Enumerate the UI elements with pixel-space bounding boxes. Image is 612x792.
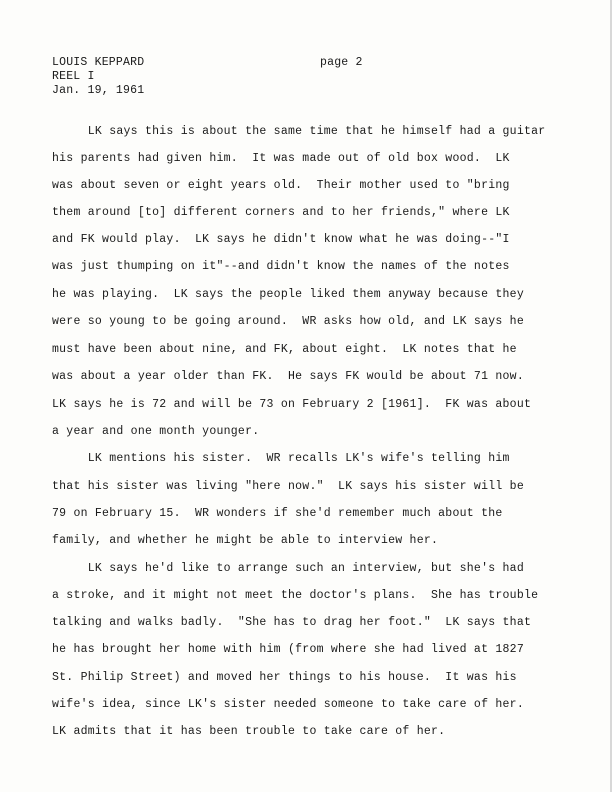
body-line: was about seven or eight years old. Their mother used to "bring (52, 179, 510, 192)
header-date: Jan. 19, 1961 (52, 84, 145, 97)
body-line: must have been about nine, and FK, about eight. LK notes that he (52, 343, 517, 356)
body-line: St. Philip Street) and moved her things to his house. It was his (52, 671, 517, 684)
header-reel: REEL I (52, 70, 95, 83)
body-line: LK admits that it has been trouble to take care of her. (52, 725, 446, 738)
body-line: and FK would play. LK says he didn't know what he was doing--"I (52, 233, 510, 246)
header-interviewee-name: LOUIS KEPPARD (52, 56, 145, 69)
body-line: a year and one month younger. (52, 425, 260, 438)
body-line: family, and whether he might be able to interview her. (52, 534, 439, 547)
body-line: that his sister was living "here now." LK says his sister will be (52, 480, 524, 493)
body-line: was just thumping on it"--and didn't know the names of the notes (52, 260, 510, 273)
body-line: LK mentions his sister. WR recalls LK's wife's telling him (52, 452, 510, 465)
body-line: he has brought her home with him (from where she had lived at 1827 (52, 643, 524, 656)
body-line: LK says this is about the same time that he himself had a guitar (52, 125, 546, 138)
body-line: them around [to] different corners and to her friends," where LK (52, 206, 510, 219)
header-page-number: page 2 (320, 56, 363, 69)
body-line: was about a year older than FK. He says FK would be about 71 now. (52, 370, 524, 383)
body-line: LK says he is 72 and will be 73 on February 2 [1961]. FK was about (52, 398, 532, 411)
body-line: a stroke, and it might not meet the doctor's plans. She has trouble (52, 589, 539, 602)
body-line: talking and walks badly. "She has to drag her foot." LK says that (52, 616, 532, 629)
body-line: LK says he'd like to arrange such an interview, but she's had (52, 562, 524, 575)
body-line: his parents had given him. It was made out of old box wood. LK (52, 152, 510, 165)
body-line: he was playing. LK says the people liked them anyway because they (52, 288, 524, 301)
body-line: 79 on February 15. WR wonders if she'd remember much about the (52, 507, 503, 520)
body-line: wife's idea, since LK's sister needed someone to take care of her. (52, 698, 524, 711)
body-line: were so young to be going around. WR asks how old, and LK says he (52, 315, 524, 328)
